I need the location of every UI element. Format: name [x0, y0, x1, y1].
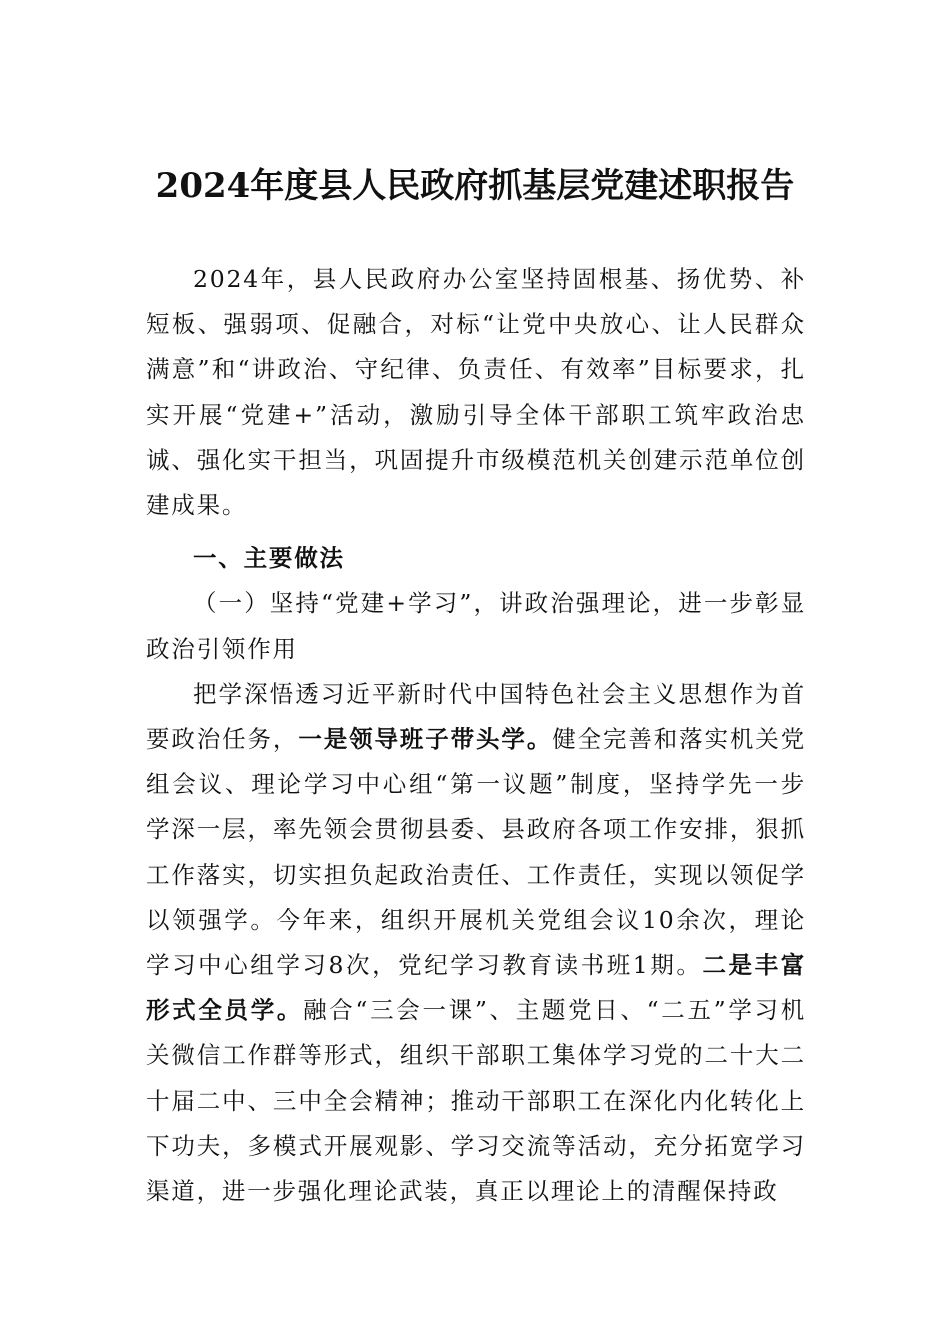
- subsection-heading: （一）坚持“党建+学习”，讲政治强理论，进一步彰显政治引领作用: [146, 589, 806, 663]
- point1-label: 一是领导班子带头学。: [298, 725, 553, 754]
- point2-text: 融合“三会一课”、主题党日、“二五”学习机关微信工作群等形式，组织干部职工集体学习党的二十大二十届二中、三中全会精神；推动干部职工在深化内化转化上下功夫，多模式开展观影、学习交流等活动，充分拓宽学习渠道，进一步强化理论武装，真正以理论上的清醒保持政: [146, 996, 806, 1206]
- document-body: [146, 257, 806, 1214]
- section-heading: 一、主要做法: [193, 544, 345, 573]
- study-paragraph: [146, 672, 806, 1214]
- point2-label: 二是丰富形式全员学。: [146, 951, 806, 1025]
- intro-paragraph: 2024年，县人民政府办公室坚持固根基、扬优势、补短板、强弱项、促融合，对标“让党中央放心、让人民群众满意”和“讲政治、守纪律、负责任、有效率”目标要求，扎实开展“党建+”活动，激励引导全体干部职工筑牢政治忠诚、强化实干担当，巩固提升市级模范机关创建示范单位创建成果。: [146, 265, 806, 520]
- study-lead: 把学深悟透习近平新时代中国特色社会主义思想作为首要政治任务，: [146, 679, 806, 754]
- document-title: 2024年度县人民政府抓基层党建述职报告: [155, 166, 795, 206]
- point1-text: 健全完善和落实机关党组会议、理论学习中心组“第一议题”制度，坚持学先一步学深一层，率先领会贯彻县委、县政府各项工作安排，狠抓工作落实，切实担负起政治责任、工作责任，实现以领促学以领强学。今年来，组织开展机关党组会议10余次，理论学习中心组学习8次，党纪学习教育读书班1期。: [146, 725, 806, 980]
